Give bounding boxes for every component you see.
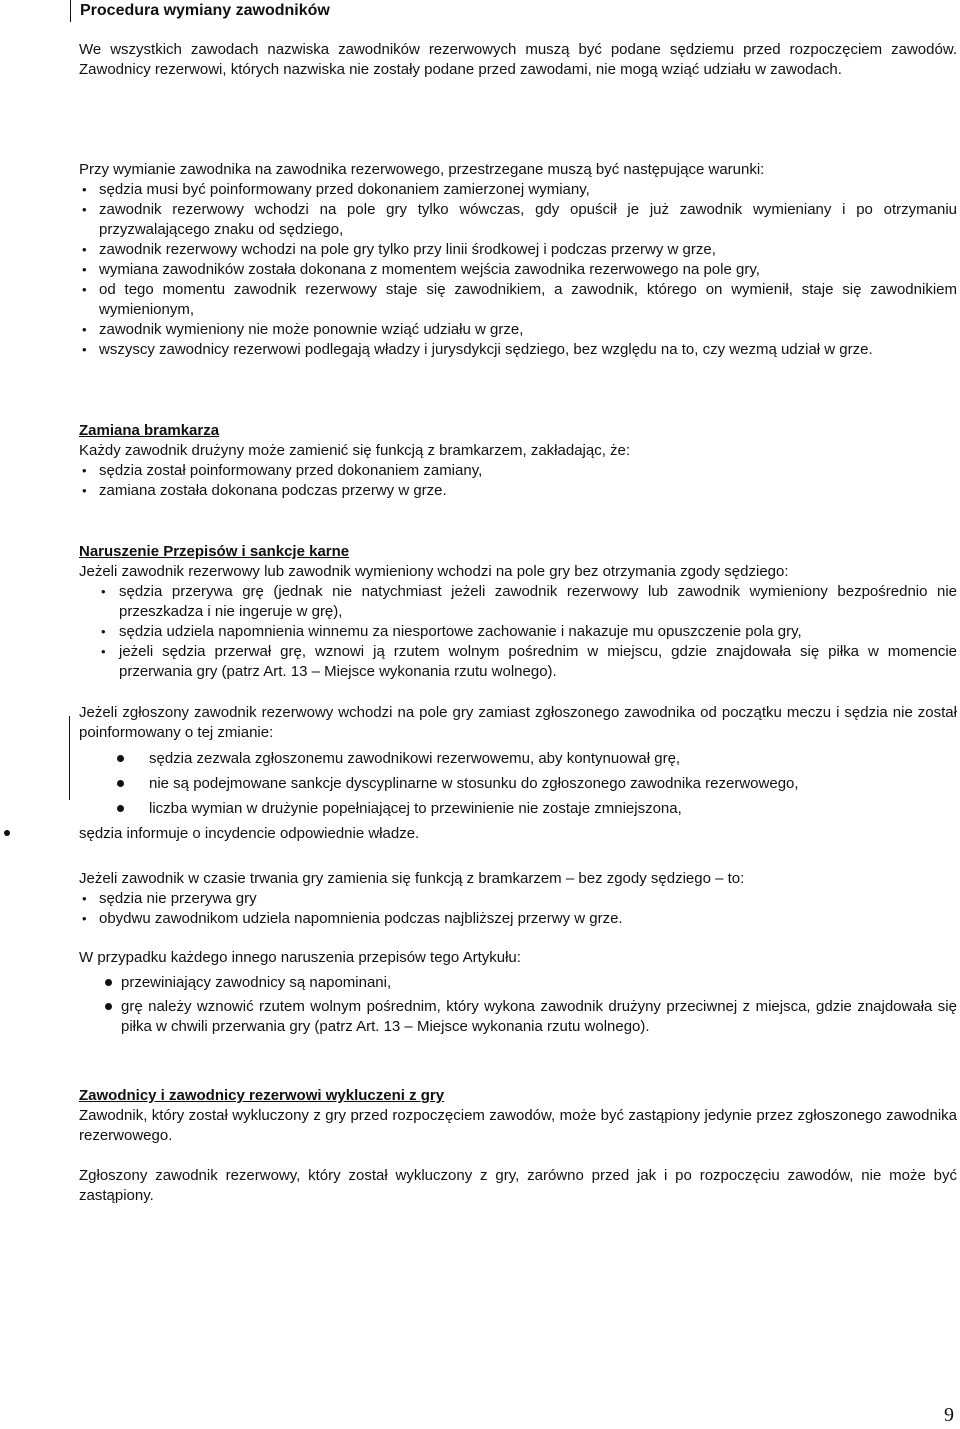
goalkeeper-heading: Zamiana bramkarza xyxy=(79,422,220,439)
other-lead: W przypadku każdego innego naruszenia przepisów tego Artykułu: xyxy=(79,949,521,966)
keeper-swap-lead: Jeżeli zawodnik w czasie trwania gry zamienia się funkcją z bramkarzem – bez zgody sędziego – to: xyxy=(79,870,745,887)
list-item: • zawodnik rezerwowy wchodzi na pole gry tylko przy linii środkowej i podczas przerwy w grze, xyxy=(79,240,957,260)
intro-paragraph: We wszystkich zawodach nazwiska zawodników rezerwowych muszą być podane sędziemu przed rozpoczęciem zawodów. Zawodnicy rezerwowi, których nazwiska nie zostały podane przed zawodami, nie mogą wziąć udziału w zawodach. xyxy=(79,41,957,78)
list-item: • od tego momentu zawodnik rezerwowy staje się zawodnikiem, a zawodnik, którego on wymienił, staje się zawodnikiem wymienionym, xyxy=(79,280,957,320)
list-item: • zamiana została dokonana podczas przerwy w grze. xyxy=(79,481,957,501)
other-list xyxy=(79,973,957,1037)
list-item: • sędzia musi być poinformowany przed dokonaniem zamierzonej wymiany, xyxy=(79,180,957,200)
keeper-swap-section xyxy=(79,869,957,929)
goalkeeper-lead: Każdy zawodnik drużyny może zamienić się funkcją z bramkarzem, zakładając, że: xyxy=(79,442,631,459)
reported-substitute-section xyxy=(79,703,957,844)
list-item: nie są podejmowane sankcje dyscyplinarne w stosunku do zgłoszonego zawodnika rezerwowego, xyxy=(79,774,957,794)
conditions-list xyxy=(79,180,957,360)
violations-lead: Jeżeli zawodnik rezerwowy lub zawodnik wymieniony wchodzi na pole gry bez otrzymania zgody sędziego: xyxy=(79,563,789,580)
list-item: • wymiana zawodników została dokonana z momentem wejścia zawodnika rezerwowego na pole gry, xyxy=(79,260,957,280)
goalkeeper-section xyxy=(79,421,957,501)
list-item: • zawodnik rezerwowy wchodzi na pole gry tylko wówczas, gdy opuścił je już zawodnik wymieniany i po otrzymaniu przyzwalającego znaku od sędziego, xyxy=(79,200,957,240)
keeper-swap-list xyxy=(79,889,957,929)
expelled-section xyxy=(79,1086,957,1206)
list-item: liczba wymian w drużynie popełniającej to przewinienie nie zostaje zmniejszona, xyxy=(79,799,957,819)
violations-list xyxy=(79,582,957,682)
goalkeeper-list xyxy=(79,461,957,501)
conditions-lead: Przy wymianie zawodnika na zawodnika rezerwowego, przestrzegane muszą być następujące warunki: xyxy=(79,161,765,178)
list-item: • zawodnik wymieniony nie może ponownie wziąć udziału w grze, xyxy=(79,320,957,340)
list-item: • jeżeli sędzia przerwał grę, wznowi ją rzutem wolnym pośrednim w miejscu, gdzie znajdowała się piłka w momencie przerwania gry (patrz Art. 13 – Miejsce wykonania rzutu wolnego). xyxy=(79,642,957,682)
other-violations-section xyxy=(79,948,957,1041)
list-item: • wszyscy zawodnicy rezerwowi podlegają władzy i jurysdykcji sędziego, bez względu na to, czy wezmą udział w grze. xyxy=(79,340,957,360)
conditions-section xyxy=(79,160,957,360)
violations-section xyxy=(79,542,957,682)
list-item: grę należy wznowić rzutem wolnym pośrednim, który wykona zawodnik drużyny przeciwnej z miejsca, gdzie znajdowała się piłka w chwili przerwania gry (patrz Art. 13 – Miejsce wykonania rzutu wolnego). xyxy=(79,997,957,1037)
list-item: • sędzia został poinformowany przed dokonaniem zamiany, xyxy=(79,461,957,481)
violations-heading: Naruszenie Przepisów i sankcje karne xyxy=(79,543,350,560)
page-title: Procedura wymiany zawodników xyxy=(70,0,330,22)
margin-bullet xyxy=(4,830,10,836)
margin-bar xyxy=(69,716,70,800)
page-number: 9 xyxy=(944,1404,954,1426)
reported-lead: Jeżeli zgłoszony zawodnik rezerwowy wchodzi na pole gry zamiast zgłoszonego zawodnika od początku meczu i sędzia nie został poinformowany o tej zmianie: xyxy=(79,704,957,741)
list-item: • sędzia udziela napomnienia winnemu za niesportowe zachowanie i nakazuje mu opuszczenie pola gry, xyxy=(79,622,957,642)
list-item: • sędzia przerywa grę (jednak nie natychmiast jeżeli zawodnik rezerwowy lub zawodnik wymieniony bezpośrednio nie przeszkadza i nie ingeruje w grę), xyxy=(79,582,957,622)
reported-list xyxy=(79,749,957,819)
expelled-paragraph-1: Zawodnik, który został wykluczony z gry przed rozpoczęciem zawodów, może być zastąpiony jedynie przez zgłoszonego zawodnika rezerwowego. xyxy=(79,1107,957,1144)
expelled-heading: Zawodnicy i zawodnicy rezerwowi wykluczeni z gry xyxy=(79,1087,445,1104)
list-item: • obydwu zawodnikom udziela napomnienia podczas najbliższej przerwy w grze. xyxy=(79,909,957,929)
list-item: sędzia zezwala zgłoszonemu zawodnikowi rezerwowemu, aby kontynuował grę, xyxy=(79,749,957,769)
expelled-paragraph-2: Zgłoszony zawodnik rezerwowy, który został wykluczony z gry, zarówno przed jak i po rozpoczęciu zawodów, nie może być zastąpiony. xyxy=(79,1167,957,1204)
reported-closing: sędzia informuje o incydencie odpowiednie władze. xyxy=(79,825,420,842)
list-item: • sędzia nie przerywa gry xyxy=(79,889,957,909)
list-item: przewiniający zawodnicy są napominani, xyxy=(79,973,957,993)
